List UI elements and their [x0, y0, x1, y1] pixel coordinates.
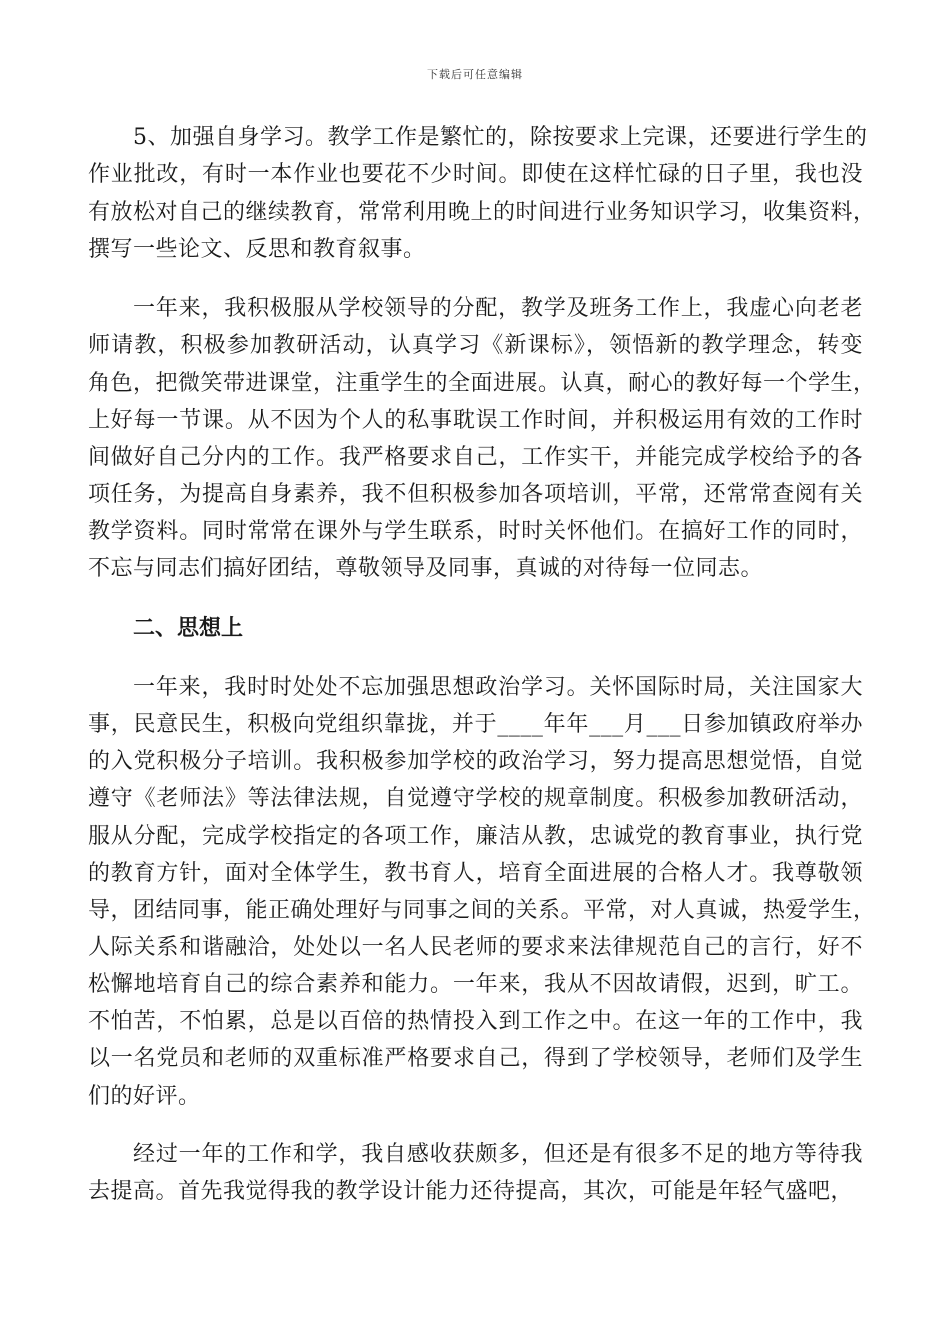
text-line: 间做好自己分内的工作。我严格要求自己，工作实干，并能完成学校给予的各 — [88, 445, 863, 470]
text-line: 的入党积极分子培训。我积极参加学校的政治学习，努力提高思想觉悟，自觉 — [88, 749, 863, 774]
text-line: 教学资料。同时常常在课外与学生联系，时时关怀他们。在搞好工作的同时， — [88, 519, 863, 544]
text-line: 师请教，积极参加教研活动，认真学习《新课标》，领悟新的教学理念，转变 — [88, 333, 863, 358]
text-line: 撰写一些论文、反思和教育叙事。 — [88, 237, 426, 262]
text-line: 人际关系和谐融洽，处处以一名人民老师的要求来法律规范自己的言行，好不 — [88, 935, 863, 960]
text-line: 有放松对自己的继续教育，常常利用晚上的时间进行业务知识学习，收集资料， — [88, 200, 876, 225]
text-line: 导，团结同事，能正确处理好与同事之间的关系。平常，对人真诚，热爱学生， — [88, 898, 876, 923]
text-line: 遵守《老师法》等法律法规，自觉遵守学校的规章制度。积极参加教研活动， — [88, 786, 863, 811]
text-line: 不怕苦，不怕累，总是以百倍的热情投入到工作之中。在这一年的工作中，我 — [88, 1009, 863, 1034]
text-line: 项任务，为提高自身素养，我不但积极参加各项培训，平常，还常常查阅有关 — [88, 482, 863, 507]
text-line: 上好每一节课。从不因为个人的私事耽误工作时间，并积极运用有效的工作时 — [88, 408, 863, 433]
text-line: 们的好评。 — [88, 1084, 201, 1109]
text-line: 5、加强自身学习。教学工作是繁忙的，除按要求上完课，还要进行学生的 — [133, 125, 868, 150]
text-line: 去提高。首先我觉得我的教学设计能力还待提高，其次，可能是年轻气盛吧， — [88, 1179, 854, 1204]
text-line: 一年来，我积极服从学校领导的分配，教学及班务工作上，我虚心向老老 — [133, 296, 863, 321]
text-line: 一年来，我时时处处不忘加强思想政治学习。关怀国际时局，关注国家大 — [133, 675, 863, 700]
text-line: 以一名党员和老师的双重标准严格要求自己，得到了学校领导，老师们及学生 — [88, 1046, 863, 1071]
text-line: 的教育方针，面对全体学生，教书育人，培育全面进展的合格人才。我尊敬领 — [88, 861, 863, 886]
text-line: 事，民意民生，积极向党组织靠拢，并于____年年___月___日参加镇政府举办 — [88, 712, 863, 737]
page-header: 下载后可任意编辑 — [427, 68, 523, 81]
section-heading: 二、思想上 — [133, 616, 244, 641]
text-line: 作业批改，有时一本作业也要花不少时间。即使在这样忙碌的日子里，我也没 — [88, 162, 863, 187]
text-line: 经过一年的工作和学，我自感收获颇多，但还是有很多不足的地方等待我 — [133, 1142, 863, 1167]
text-line: 角色，把微笑带进课堂，注重学生的全面进展。认真，耐心的教好每一个学生， — [88, 371, 876, 396]
text-line: 不忘与同志们搞好团结，尊敬领导及同事，真诚的对待每一位同志。 — [88, 556, 764, 581]
text-line: 服从分配，完成学校指定的各项工作，廉洁从教，忠诚党的教育事业，执行党 — [88, 824, 863, 849]
text-line: 松懈地培育自己的综合素养和能力。一年来，我从不因故请假，迟到，旷工。 — [88, 972, 863, 997]
